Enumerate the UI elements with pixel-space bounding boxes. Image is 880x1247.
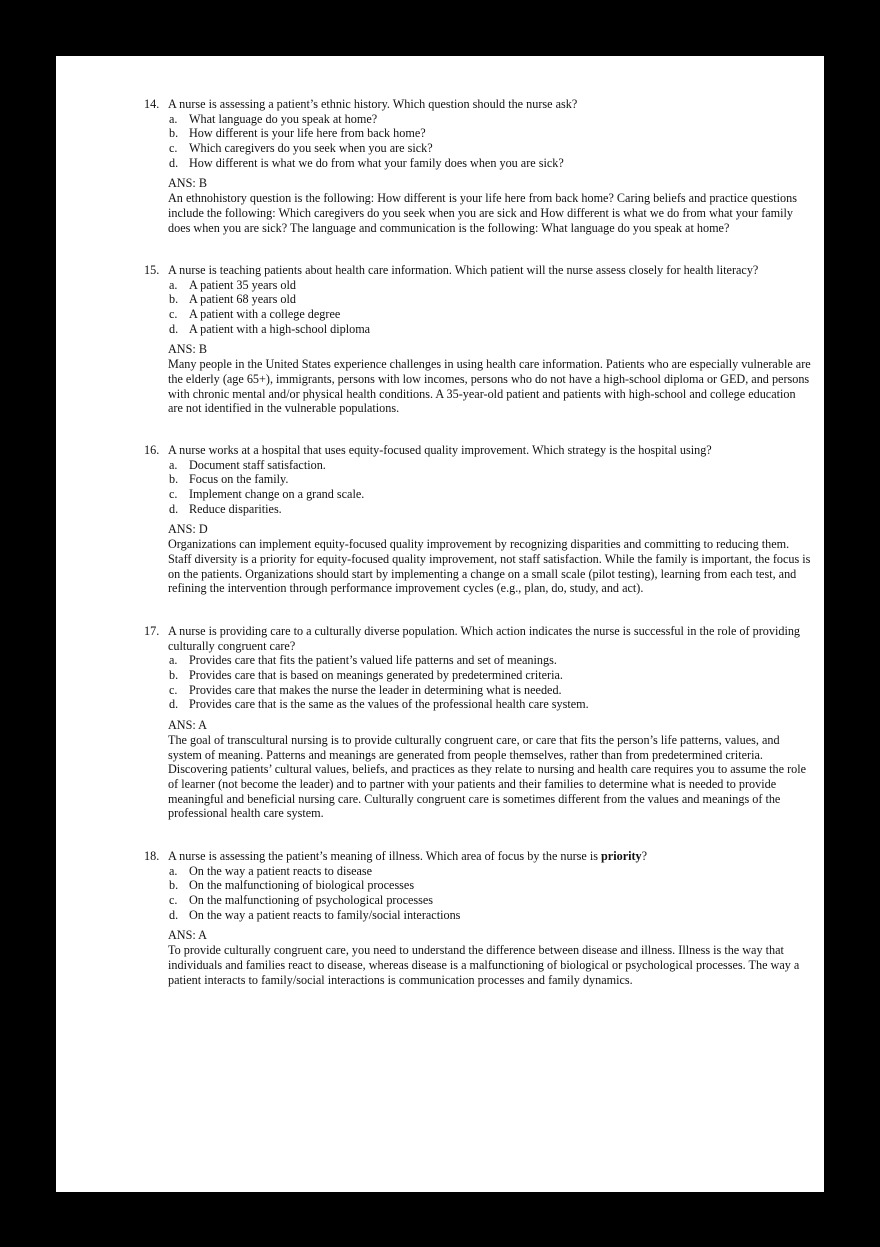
- option-text: On the way a patient reacts to disease: [189, 863, 373, 878]
- option-text: On the malfunctioning of psychological processes: [189, 893, 434, 908]
- rationale-line: To provide culturally congruent care, you need to understand the difference between disease and illness. Illness is the way that: [168, 943, 784, 958]
- option-text: Provides care that fits the patient’s valued life patterns and set of meanings.: [189, 653, 557, 668]
- option-letter: b.: [169, 878, 179, 893]
- rationale-line: does when you are sick? The language and communication is the following: What language do you speak at home?: [168, 220, 730, 235]
- option-letter: a.: [169, 457, 178, 472]
- option-a: [144, 278, 824, 293]
- rationale-line: system of meaning. Patterns and meanings are generated from people themselves, rather than from predetermined criteria.: [168, 747, 763, 762]
- option-text: Implement change on a grand scale.: [189, 487, 365, 502]
- option-letter: d.: [169, 321, 179, 336]
- rationale: [144, 733, 824, 821]
- rationale-line: Many people in the United States experience challenges in using health care information. Patients who are especially vulnerable are: [168, 357, 811, 372]
- option-a: [144, 458, 824, 473]
- option-text: Provides care that is based on meanings generated by predetermined criteria.: [189, 668, 563, 683]
- option-c: [144, 141, 824, 156]
- rationale-line: individuals and families react to disease, whereas disease is a malfunctioning of biological or psychological processes. The way a: [168, 957, 800, 972]
- rationale: [144, 943, 824, 987]
- rationale-line: refining the intervention through performance improvement cycles (e.g., plan, do, study, and act).: [168, 581, 644, 596]
- option-letter: c.: [169, 487, 178, 502]
- question-14: [144, 97, 824, 235]
- option-letter: b.: [169, 472, 179, 487]
- question-stem: [144, 97, 824, 112]
- rationale: [144, 537, 824, 596]
- option-text: A patient with a high-school diploma: [189, 321, 371, 336]
- answer-key: ANS: A: [168, 718, 207, 733]
- answer-key: ANS: B: [168, 342, 207, 357]
- option-letter: d.: [169, 907, 179, 922]
- option-b: [144, 668, 824, 683]
- option-text: A patient with a college degree: [189, 307, 341, 322]
- question-number: 15.: [144, 263, 160, 277]
- question-stem-continued: [144, 639, 824, 654]
- rationale-line: An ethnohistory question is the following: How different is your life here from back home? Caring beliefs and practice questions: [168, 191, 797, 206]
- option-letter: a.: [169, 277, 178, 292]
- option-text: On the malfunctioning of biological processes: [189, 878, 415, 893]
- option-text: Document staff satisfaction.: [189, 457, 326, 472]
- option-letter: c.: [169, 307, 178, 322]
- question-stem: [144, 849, 824, 864]
- option-text: Provides care that is the same as the values of the professional health care system.: [189, 697, 589, 712]
- option-text: A patient 35 years old: [189, 277, 296, 292]
- option-d: [144, 322, 824, 337]
- rationale: [144, 191, 824, 235]
- rationale: [144, 357, 824, 416]
- option-a: [144, 653, 824, 668]
- option-text: On the way a patient reacts to family/social interactions: [189, 907, 461, 922]
- option-text: Reduce disparities.: [189, 501, 282, 516]
- rationale-line: Discovering patients’ cultural values, beliefs, and practices as they relate to nursing and health care requires you to assume the role: [168, 762, 807, 777]
- option-a: [144, 112, 824, 127]
- option-d: [144, 502, 824, 517]
- question-text: A nurse works at a hospital that uses equity-focused quality improvement. Which strategy is the hospital using?: [168, 443, 712, 457]
- option-d: [144, 697, 824, 712]
- option-text: How different is what we do from what your family does when you are sick?: [189, 155, 564, 170]
- rationale-line: meaningful and beneficial nursing care. Culturally congruent care is sometimes different from the values and meanings of the: [168, 791, 781, 806]
- question-text: A nurse is teaching patients about health care information. Which patient will the nurse assess closely for health literacy?: [168, 263, 759, 277]
- option-c: [144, 487, 824, 502]
- rationale-line: of learner (not become the leader) and to partner with your patients and their families to determine what is needed to provide: [168, 776, 777, 791]
- answer-key: ANS: A: [168, 928, 207, 943]
- rationale-line: the elderly (age 65+), immigrants, persons with low incomes, persons who do not have a high-school diploma or GED, and persons: [168, 371, 810, 386]
- option-a: [144, 864, 824, 879]
- option-letter: c.: [169, 141, 178, 156]
- question-stem: [144, 263, 824, 278]
- question-number: 17.: [144, 624, 160, 638]
- question-text: culturally congruent care?: [168, 638, 296, 653]
- option-c: [144, 307, 824, 322]
- option-letter: a.: [169, 653, 178, 668]
- rationale-line: Staff diversity is a priority for equity-focused quality improvement, not staff satisfaction. While the family is important, the focus is: [168, 551, 811, 566]
- question-18: [144, 849, 824, 987]
- option-d: [144, 156, 824, 171]
- question-text-part: ?: [641, 849, 648, 863]
- option-letter: b.: [169, 126, 179, 141]
- option-c: [144, 683, 824, 698]
- rationale-line: professional health care system.: [168, 806, 324, 821]
- question-16: [144, 443, 824, 596]
- question-text-part: A nurse is assessing the patient’s meaning of illness. Which area of focus by the nurse is: [168, 849, 602, 863]
- answer-key: ANS: B: [168, 176, 207, 191]
- option-letter: d.: [169, 155, 179, 170]
- rationale-line: Organizations can implement equity-focused quality improvement by recognizing disparities and committing to reducing them.: [168, 537, 790, 552]
- option-text: What language do you speak at home?: [189, 111, 378, 126]
- emphasis-priority: priority: [601, 849, 642, 863]
- option-text: Which caregivers do you seek when you are sick?: [189, 141, 433, 156]
- rationale-line: include the following: Which caregivers do you seek when you are sick and How different is what we do from what your family: [168, 205, 794, 220]
- question-text: A nurse is assessing a patient’s ethnic history. Which question should the nurse ask?: [168, 97, 578, 111]
- option-letter: b.: [169, 668, 179, 683]
- option-d: [144, 908, 824, 923]
- rationale-line: on the patients. Organizations should start by implementing a change on a small scale (pilot testing), learning from each test, and: [168, 566, 797, 581]
- option-letter: c.: [169, 893, 178, 908]
- option-letter: a.: [169, 863, 178, 878]
- option-letter: d.: [169, 697, 179, 712]
- question-17: [144, 624, 824, 821]
- option-letter: d.: [169, 501, 179, 516]
- question-stem: [144, 443, 824, 458]
- option-c: [144, 893, 824, 908]
- option-b: [144, 126, 824, 141]
- rationale-line: patient interacts to family/social interactions is communication processes and family dynamics.: [168, 972, 633, 987]
- option-text: Provides care that makes the nurse the leader in determining what is needed.: [189, 682, 562, 697]
- question-text: A nurse is providing care to a culturally diverse population. Which action indicates the nurse is successful in the role of providing: [168, 624, 801, 638]
- rationale-line: are not identified in the vulnerable populations.: [168, 401, 400, 416]
- question-stem: [144, 624, 824, 639]
- rationale-line: The goal of transcultural nursing is to provide culturally congruent care, or care that fits the person’s life patterns, values, and: [168, 732, 780, 747]
- question-number: 14.: [144, 97, 160, 111]
- option-letter: b.: [169, 292, 179, 307]
- question-text: [168, 849, 647, 864]
- question-number: 18.: [144, 849, 160, 863]
- rationale-line: with chronic mental and/or physical health conditions. A 35-year-old patient and patients with high-school and college education: [168, 386, 796, 401]
- option-b: [144, 292, 824, 307]
- option-b: [144, 878, 824, 893]
- option-letter: a.: [169, 111, 178, 126]
- option-text: Focus on the family.: [189, 472, 289, 487]
- answer-key: ANS: D: [168, 522, 208, 537]
- option-letter: c.: [169, 682, 178, 697]
- option-text: How different is your life here from back home?: [189, 126, 426, 141]
- question-number: 16.: [144, 443, 160, 457]
- question-15: [144, 263, 824, 416]
- option-b: [144, 472, 824, 487]
- option-text: A patient 68 years old: [189, 292, 296, 307]
- document-page: [56, 56, 824, 1192]
